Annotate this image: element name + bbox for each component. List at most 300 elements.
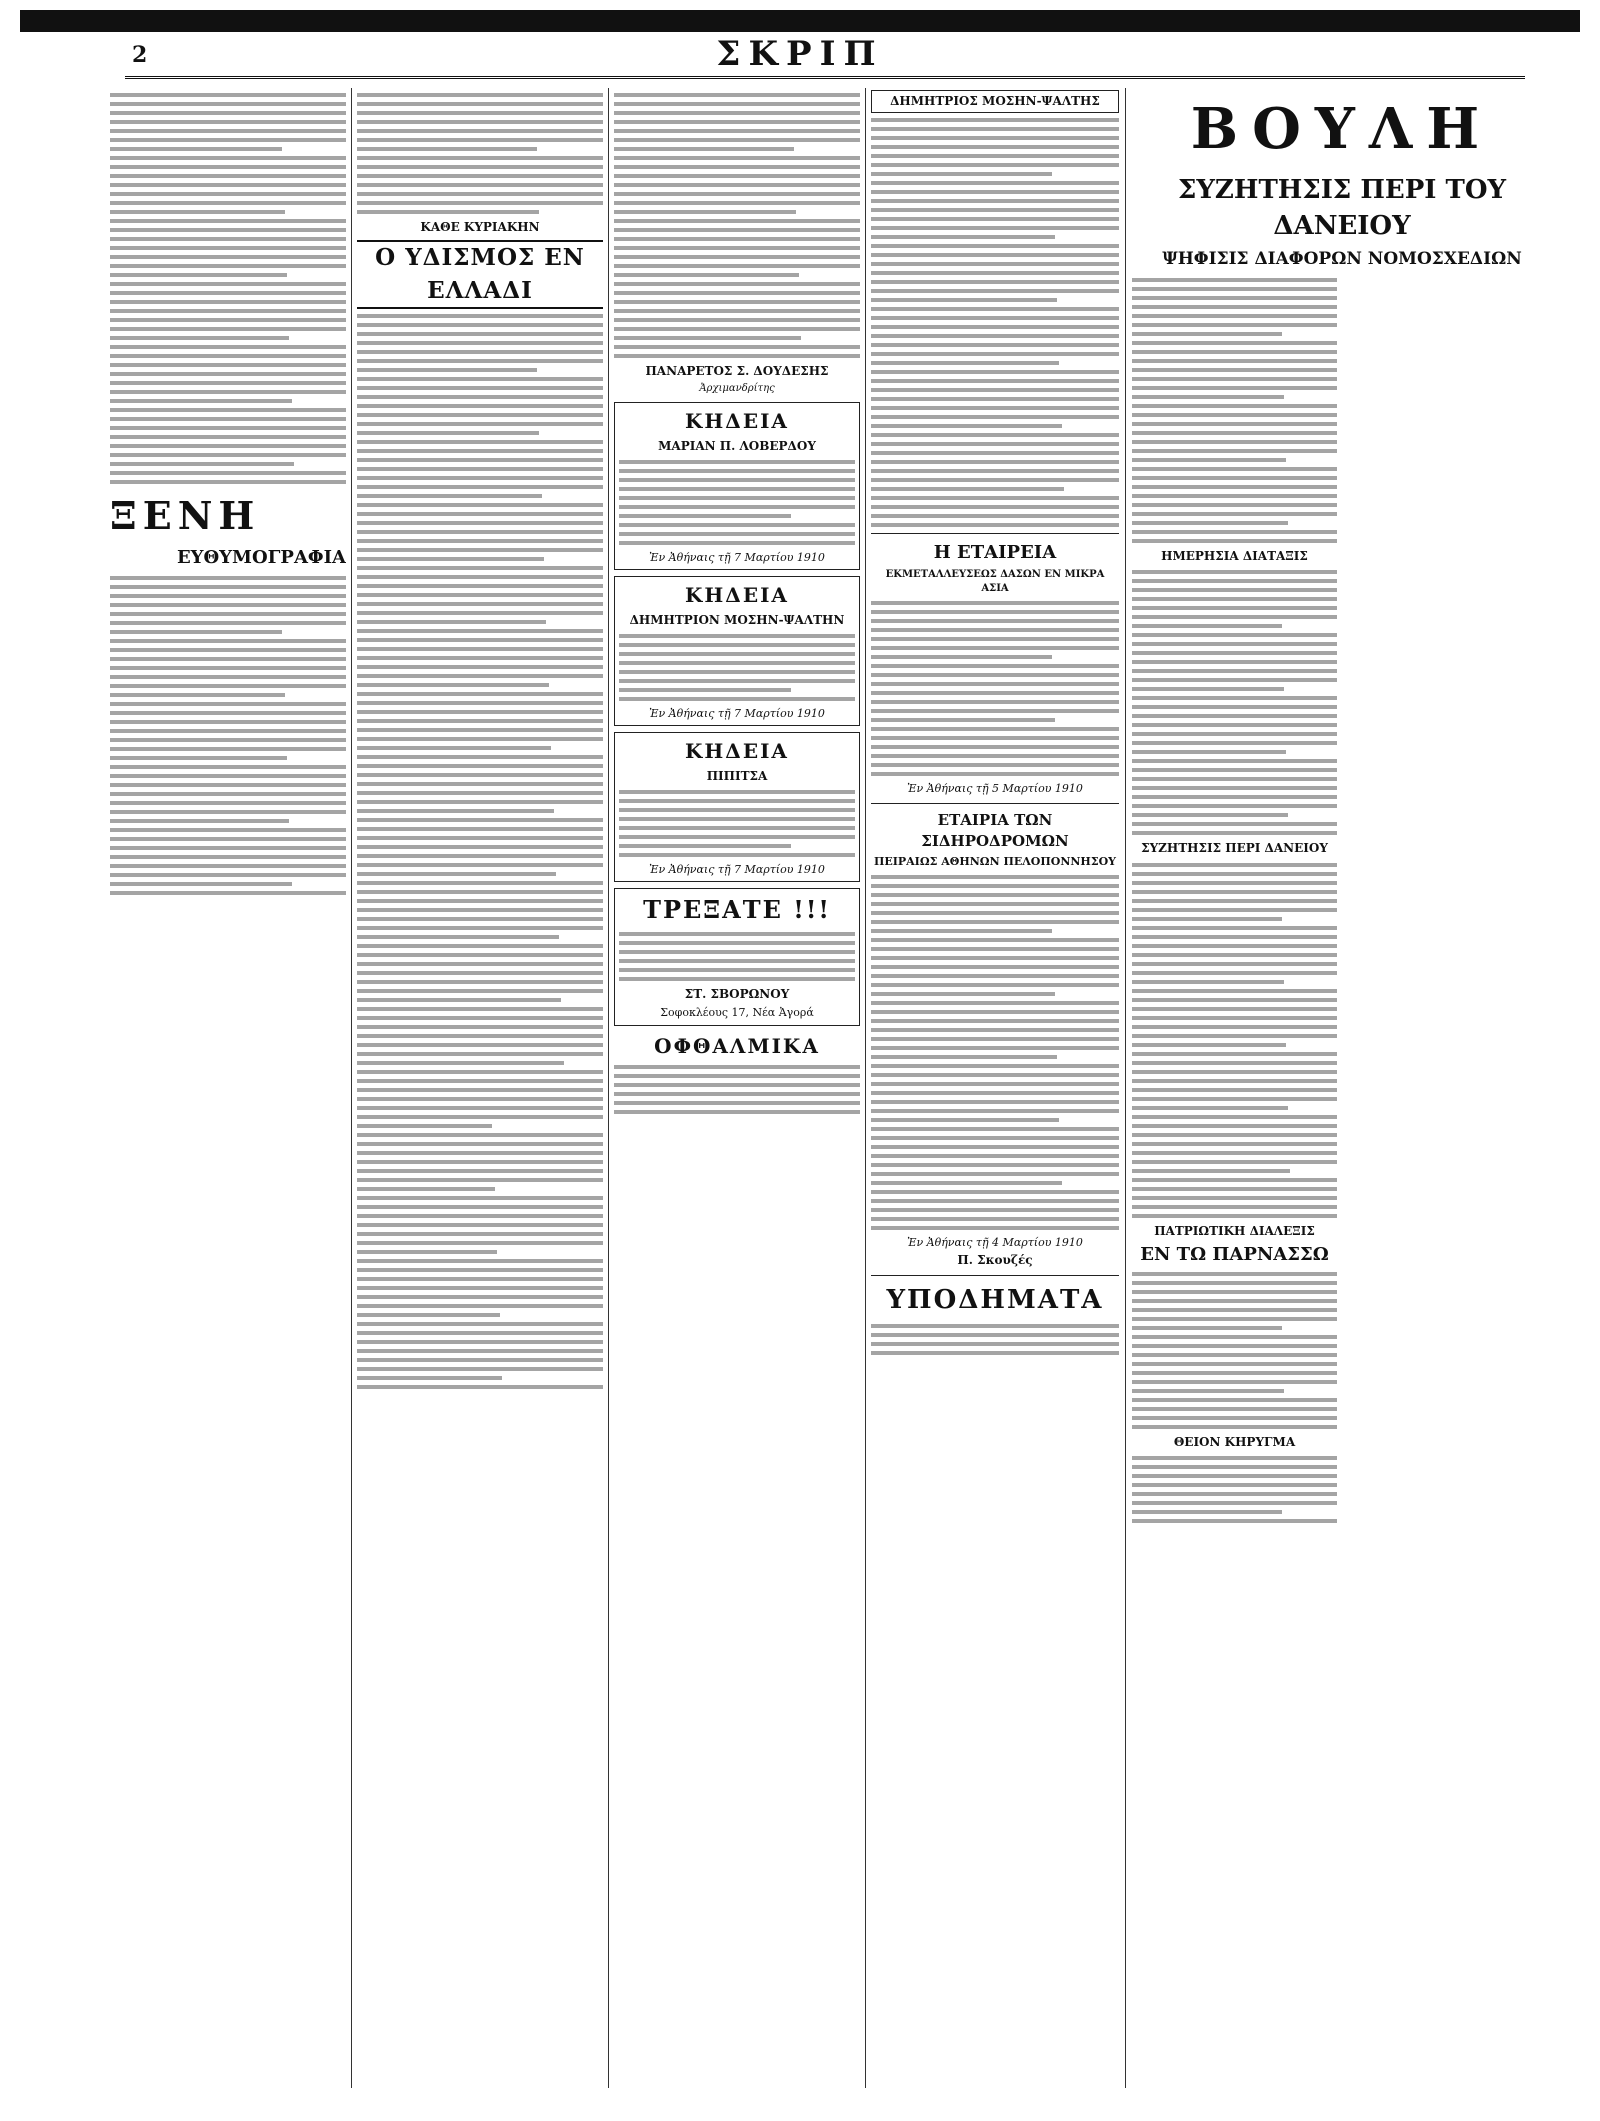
text-line (110, 864, 346, 868)
text-line (357, 935, 559, 939)
text-line (357, 1106, 603, 1110)
text-line (871, 1055, 1057, 1059)
ad-address: Σοφοκλέους 17, Νέα Ἀγορά (660, 1006, 814, 1020)
text-line (1132, 750, 1286, 754)
text-line (110, 201, 346, 205)
text-line (871, 1091, 1119, 1095)
text-line (1132, 1344, 1337, 1348)
text-line (1132, 1456, 1337, 1460)
text-line (357, 719, 603, 723)
page-number: 2 (132, 42, 148, 68)
text-line (871, 181, 1119, 185)
text-line (1132, 606, 1337, 610)
text-line (357, 1097, 603, 1101)
text-line (357, 350, 603, 354)
text-line (871, 965, 1119, 969)
notice-text (619, 634, 855, 701)
text-line (619, 968, 855, 972)
text-line (871, 893, 1119, 897)
text-line (110, 657, 346, 661)
text-line (871, 619, 1119, 623)
text-line (357, 102, 603, 106)
text-line (1132, 980, 1284, 984)
text-line (871, 929, 1052, 933)
text-line (357, 620, 546, 624)
text-line (357, 989, 603, 993)
text-line (1132, 404, 1337, 408)
text-line (614, 228, 860, 232)
text-line (614, 192, 860, 196)
text-line (1132, 1483, 1337, 1487)
funeral-notice (614, 732, 860, 882)
text-line (871, 145, 1119, 149)
text-line (1132, 651, 1337, 655)
text-line (357, 1277, 603, 1281)
text-line (619, 469, 855, 473)
text-line (1132, 1398, 1337, 1402)
text-line (110, 138, 346, 142)
text-line (1132, 642, 1337, 646)
text-line (357, 1232, 603, 1236)
text-line (357, 1052, 603, 1056)
text-line (871, 1010, 1119, 1014)
text-line (871, 1226, 1119, 1230)
text-line (871, 397, 1119, 401)
text-line (619, 505, 855, 509)
text-line (871, 610, 1119, 614)
text-line (357, 1151, 603, 1155)
text-line (110, 273, 287, 277)
text-line (614, 264, 860, 268)
text-line (619, 941, 855, 945)
text-line (871, 433, 1119, 437)
text-line (357, 557, 544, 561)
text-line (871, 920, 1119, 924)
header-rule (125, 76, 1525, 79)
text-line (110, 372, 346, 376)
text-line (871, 298, 1057, 302)
text-line (357, 944, 603, 948)
text-line (871, 271, 1119, 275)
notice-text (619, 460, 855, 545)
notice-date: Ἐν Ἀθήναις τῇ 7 Μαρτίου 1910 (649, 550, 825, 564)
text-line (871, 244, 1119, 248)
text-line (110, 156, 346, 160)
text-line (871, 709, 1119, 713)
text-line (110, 345, 346, 349)
text-line (614, 156, 860, 160)
text-line (110, 891, 346, 895)
text-line (357, 638, 603, 642)
text-line (614, 246, 860, 250)
text-line (110, 444, 346, 448)
article-body-text (110, 93, 346, 484)
text-line (357, 548, 603, 552)
text-line (357, 1178, 603, 1182)
text-line (1132, 422, 1337, 426)
text-line (1132, 1492, 1337, 1496)
text-line (357, 440, 603, 444)
text-line (110, 291, 346, 295)
text-line (871, 460, 1119, 464)
text-line (110, 846, 346, 850)
column-1 (110, 88, 346, 2088)
text-line (1132, 512, 1337, 516)
text-line (1132, 795, 1337, 799)
text-line (1132, 890, 1337, 894)
column-divider (608, 88, 609, 2088)
text-line (1132, 926, 1337, 930)
text-line (871, 1100, 1119, 1104)
text-line (871, 1046, 1119, 1050)
text-line (1132, 953, 1337, 957)
text-line (357, 458, 603, 462)
text-line (357, 201, 603, 205)
masthead: ΣΚΡΙΠ (716, 34, 884, 74)
text-line (1132, 1133, 1337, 1137)
text-line (871, 718, 1055, 722)
text-line (619, 817, 855, 821)
text-line (1132, 822, 1337, 826)
text-line (110, 819, 289, 823)
text-line (871, 1351, 1119, 1355)
text-line (357, 485, 603, 489)
text-line (357, 683, 549, 687)
text-line (871, 1208, 1119, 1212)
text-line (110, 417, 346, 421)
text-line (1132, 1474, 1337, 1478)
subheading: ΘΕΙΟΝ ΚΗΡΥΓΜΑ (1173, 1435, 1296, 1450)
text-line (1132, 804, 1337, 808)
text-line (357, 1142, 603, 1146)
text-line (110, 882, 292, 886)
text-line (1132, 786, 1337, 790)
text-line (871, 307, 1119, 311)
text-line (1132, 386, 1337, 390)
text-line (619, 950, 855, 954)
ad-title: ΤΡΕΞΑΤΕ !!! (643, 895, 831, 925)
text-line (871, 199, 1119, 203)
parliament-report (1132, 273, 1552, 2088)
text-line (871, 334, 1119, 338)
text-line (1132, 624, 1282, 628)
text-line (871, 172, 1052, 176)
text-line (110, 630, 282, 634)
text-line (1132, 1043, 1286, 1047)
text-line (871, 875, 1119, 879)
text-line (871, 523, 1119, 527)
text-line (1132, 1205, 1337, 1209)
text-line (614, 327, 860, 331)
text-line (357, 647, 603, 651)
text-line (871, 947, 1119, 951)
text-line (871, 505, 1119, 509)
funeral-notice (614, 402, 860, 570)
text-line (1132, 777, 1337, 781)
text-line (1132, 530, 1337, 534)
text-line (1132, 1034, 1337, 1038)
text-line (871, 235, 1055, 239)
text-line (871, 736, 1119, 740)
text-line (1132, 431, 1337, 435)
text-line (619, 679, 855, 683)
text-line (1132, 521, 1288, 525)
text-line (1132, 881, 1337, 885)
text-line (1132, 1070, 1337, 1074)
ad-title: ΟΦΘΑΛΜΙΚΑ (654, 1034, 820, 1059)
text-line (871, 253, 1119, 257)
text-line (357, 1295, 603, 1299)
text-line (871, 682, 1119, 686)
text-line (619, 670, 855, 674)
notice-date: Ἐν Ἀθήναις τῇ 5 Μαρτίου 1910 (907, 781, 1083, 795)
notice-signature: Π. Σκουζές (957, 1253, 1033, 1268)
text-line (871, 190, 1119, 194)
text-line (110, 648, 346, 652)
text-line (619, 688, 791, 692)
text-line (110, 327, 346, 331)
notice-date: Ἐν Ἀθήναις τῇ 4 Μαρτίου 1910 (907, 1235, 1083, 1249)
text-line (871, 478, 1119, 482)
text-line (357, 899, 603, 903)
text-line (1132, 1510, 1282, 1514)
article-body-text (110, 576, 346, 895)
text-line (1132, 1106, 1288, 1110)
text-line (614, 282, 860, 286)
text-line (110, 873, 346, 877)
text-line (1132, 296, 1337, 300)
text-line (357, 129, 603, 133)
text-line (1132, 1308, 1337, 1312)
text-line (1132, 1124, 1337, 1128)
text-line (357, 314, 603, 318)
text-line (357, 917, 603, 921)
text-line (110, 855, 346, 859)
text-line (614, 345, 860, 349)
text-line (1132, 440, 1337, 444)
text-line (614, 120, 860, 124)
column-4 (871, 88, 1119, 2088)
text-line (1132, 1299, 1337, 1303)
text-line (871, 727, 1119, 731)
text-line (357, 1367, 603, 1371)
text-line (1132, 669, 1337, 673)
text-line (110, 255, 346, 259)
text-line (871, 637, 1119, 641)
text-line (110, 246, 346, 250)
text-line (1132, 696, 1337, 700)
text-line (357, 1376, 502, 1380)
text-line (614, 111, 860, 115)
text-line (619, 826, 855, 830)
text-line (110, 210, 285, 214)
text-line (614, 237, 860, 241)
text-line (357, 422, 603, 426)
text-line (1132, 449, 1337, 453)
text-line (357, 1286, 603, 1290)
text-line (357, 980, 603, 984)
text-line (871, 1163, 1119, 1167)
text-line (357, 404, 603, 408)
text-line (1132, 1362, 1337, 1366)
text-line (871, 370, 1119, 374)
text-line (1132, 476, 1337, 480)
text-line (1132, 1465, 1337, 1469)
text-line (110, 801, 346, 805)
text-line (614, 291, 860, 295)
text-line (357, 827, 603, 831)
text-line (614, 1110, 860, 1114)
section-subtitle: ΕΥΘΥΜΟΓΡΑΦΙΑ (176, 546, 346, 568)
text-line (357, 386, 603, 390)
text-line (357, 377, 603, 381)
text-line (357, 1115, 603, 1119)
text-line (1132, 395, 1284, 399)
text-line (110, 612, 346, 616)
text-line (1132, 314, 1337, 318)
text-line (357, 395, 603, 399)
company-title: ΕΤΑΙΡΙΑ ΤΩΝ ΣΙΔΗΡΟΔΡΟΜΩΝ (921, 810, 1069, 850)
text-line (871, 1073, 1119, 1077)
text-line (1132, 813, 1288, 817)
text-line (871, 902, 1119, 906)
ad-text (614, 1065, 860, 1114)
text-line (871, 992, 1055, 996)
text-line (1132, 741, 1337, 745)
text-line (1132, 1380, 1337, 1384)
text-line (614, 255, 860, 259)
notice-name: ΠΙΠΙΤΣΑ (706, 768, 768, 783)
text-line (1132, 971, 1337, 975)
text-line (614, 219, 860, 223)
text-line (1132, 1142, 1337, 1146)
text-line (357, 1268, 603, 1272)
section-rule (871, 533, 1119, 534)
text-line (1132, 1196, 1337, 1200)
column-divider (865, 88, 866, 2088)
text-line (1132, 1025, 1337, 1029)
text-line (357, 1160, 603, 1164)
text-line (357, 1385, 603, 1389)
text-line (1132, 1281, 1337, 1285)
subheadline: ΣΥΖΗΤΗΣΙΣ ΠΕΡΙ ΤΟΥ ΔΑΝΕΙΟΥ (1177, 174, 1507, 242)
text-line (357, 773, 603, 777)
company-notice-text (871, 875, 1119, 1230)
text-line (357, 449, 603, 453)
article-body-text (357, 314, 603, 1389)
text-line (1132, 1501, 1337, 1505)
text-line (357, 665, 603, 669)
text-line (110, 702, 346, 706)
text-line (357, 881, 603, 885)
text-line (871, 691, 1119, 695)
text-line (357, 1187, 495, 1191)
text-line (871, 514, 1119, 518)
text-line (614, 165, 860, 169)
text-line (619, 697, 855, 701)
text-line (1132, 615, 1337, 619)
text-line (357, 1133, 603, 1137)
text-line (871, 118, 1119, 122)
obituary-title: ΔΗΜΗΤΡΙΟΣ ΜΟΣΗΝ-ΨΑΛΤΗΣ (871, 90, 1119, 113)
text-line (357, 1124, 492, 1128)
text-line (357, 111, 603, 115)
text-line (871, 1190, 1119, 1194)
text-line (357, 1169, 603, 1173)
text-line (619, 523, 855, 527)
text-line (110, 165, 346, 169)
text-line (357, 138, 603, 142)
notice-date: Ἐν Ἀθήναις τῇ 7 Μαρτίου 1910 (649, 706, 825, 720)
text-line (871, 974, 1119, 978)
article-body-text (614, 93, 860, 358)
column-label: ΚΑΘΕ ΚΥΡΙΑΚΗΝ (420, 220, 540, 234)
text-line (614, 174, 860, 178)
text-line (1132, 935, 1337, 939)
subheading: ΣΥΖΗΤΗΣΙΣ ΠΕΡΙ ΔΑΝΕΙΟΥ (1141, 841, 1328, 856)
company-title: Η ΕΤΑΙΡΕΙΑ (933, 542, 1057, 564)
text-line (614, 102, 860, 106)
text-line (1132, 1079, 1337, 1083)
text-line (357, 1241, 603, 1245)
text-line (357, 120, 603, 124)
text-line (619, 844, 791, 848)
text-line (357, 521, 603, 525)
text-line (871, 1324, 1119, 1328)
text-line (619, 487, 855, 491)
section-rule (871, 803, 1119, 804)
notice-name: ΜΑΡΙΑΝ Π. ΛΟΒΕΡΔΟΥ (658, 438, 816, 453)
article-body-text (1132, 1272, 1337, 1429)
text-line (357, 971, 603, 975)
text-line (357, 845, 603, 849)
text-line (614, 318, 860, 322)
text-line (1132, 1052, 1337, 1056)
text-line (871, 772, 1119, 776)
text-line (1132, 1061, 1337, 1065)
text-line (357, 332, 603, 336)
text-line (110, 192, 346, 196)
text-line (871, 163, 1119, 167)
text-line (110, 783, 346, 787)
article-body-text (357, 93, 603, 214)
text-line (110, 336, 289, 340)
text-line (357, 755, 603, 759)
text-line (357, 93, 603, 97)
text-line (1132, 1272, 1337, 1276)
company-subtitle: ΠΕΙΡΑΙΩΣ ΑΘΗΝΩΝ ΠΕΛΟΠΟΝΝΗΣΟΥ (873, 855, 1117, 869)
text-line (110, 828, 346, 832)
text-line (110, 747, 346, 751)
text-line (357, 602, 603, 606)
section-title: ΞΕΝΗ (110, 493, 261, 538)
text-line (1132, 1290, 1337, 1294)
notice-name: ΔΗΜΗΤΡΙΟΝ ΜΟΣΗΝ-ΨΑΛΤΗΝ (629, 612, 845, 627)
text-line (110, 765, 346, 769)
text-line (110, 792, 346, 796)
text-line (1132, 368, 1337, 372)
text-line (357, 1250, 497, 1254)
top-border-bar (20, 10, 1580, 32)
text-line (357, 359, 603, 363)
headline: ΒΟΥΛΗ (1190, 96, 1494, 162)
text-line (110, 594, 346, 598)
text-line (110, 684, 346, 688)
subheading: ΠΑΤΡΙΩΤΙΚΗ ΔΙΑΛΕΞΙΣ (1154, 1223, 1315, 1238)
text-line (871, 983, 1119, 987)
text-line (110, 639, 346, 643)
text-line (871, 352, 1119, 356)
